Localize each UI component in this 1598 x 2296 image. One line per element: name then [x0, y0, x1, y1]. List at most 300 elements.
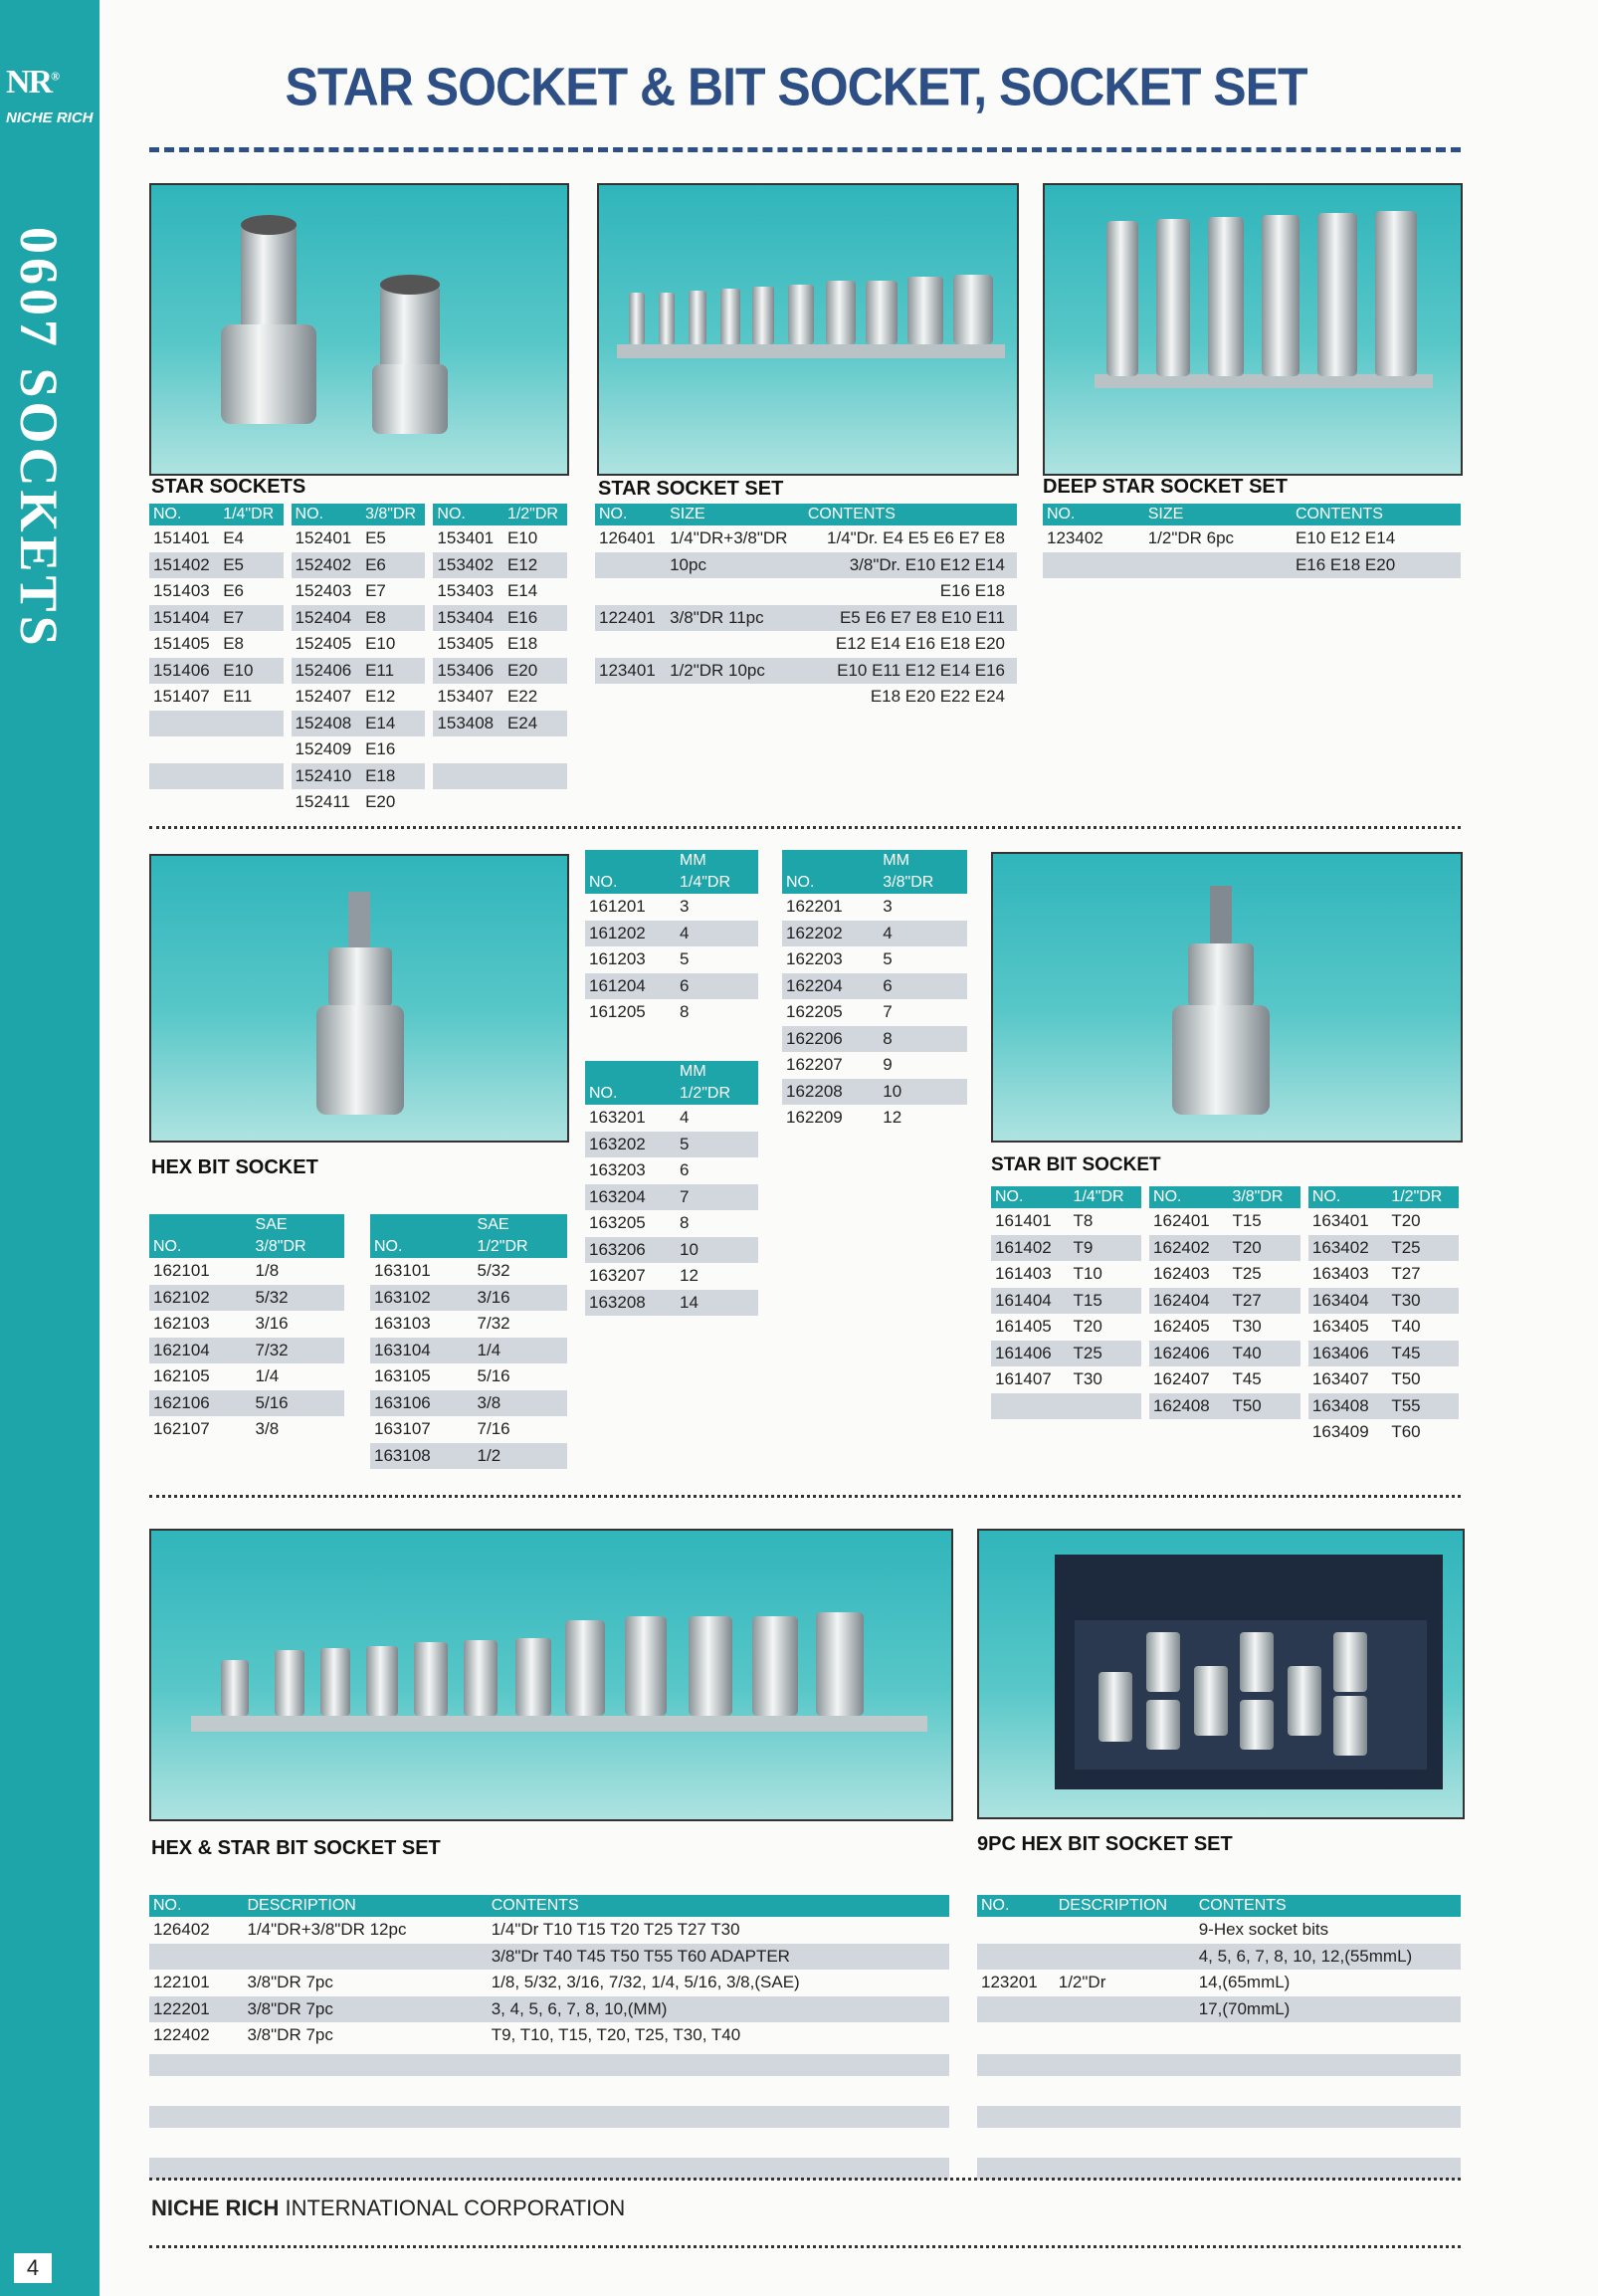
table-header: 1/4"DR: [1070, 1186, 1145, 1208]
table-cell: SAE: [252, 1214, 344, 1236]
table-cell: 5/32: [252, 1285, 344, 1312]
table-cell: 162103: [153, 1314, 210, 1334]
table-cell: 5: [680, 949, 690, 969]
star-socket-set-image: [599, 185, 1017, 474]
table-header-row: [149, 1236, 344, 1258]
table-header-row: [595, 504, 1017, 525]
table-cell: 151401: [153, 528, 210, 548]
table-cell: 162203: [786, 949, 843, 969]
table-row: [585, 1132, 758, 1158]
photo-9pc-hex-bit-set: [977, 1529, 1465, 1819]
table-cell: 8: [879, 1026, 967, 1053]
table-row: [149, 763, 567, 790]
table-row: [991, 1366, 1459, 1393]
table-cell: T25: [1232, 1264, 1262, 1284]
table-row: [782, 999, 967, 1026]
table-header-row: [991, 1186, 1459, 1208]
table-header: NO.: [149, 504, 219, 525]
table-unit-row: [585, 850, 758, 872]
table-row: [149, 1390, 344, 1417]
footer-divider-top: [149, 2178, 1461, 2181]
table-row: [149, 789, 567, 816]
table-cell: E18: [361, 763, 429, 790]
table-cell: T9, T10, T15, T20, T25, T30, T40: [491, 2025, 741, 2045]
table-cell: E12: [365, 687, 396, 707]
table-cell: T60: [1391, 1422, 1421, 1442]
table-header: NO.: [782, 872, 879, 894]
table-cell: 12: [883, 1108, 902, 1128]
table-header: NO.: [149, 1895, 244, 1917]
table-cell: [595, 631, 666, 658]
table-cell: 1/4: [255, 1366, 280, 1386]
table-cell: 3: [680, 897, 690, 917]
table-row: [782, 894, 967, 921]
table-row: [977, 1970, 1461, 1996]
table-cell: 153405: [429, 631, 503, 658]
table-row: [370, 1311, 567, 1338]
table-header-row: [585, 872, 758, 894]
table-row: [585, 946, 758, 973]
table-cell: 1/4"DR+3/8"DR: [670, 528, 788, 548]
table-cell: 162104: [149, 1338, 252, 1364]
table-cell: E24: [503, 711, 567, 737]
table-row: [370, 1390, 567, 1417]
table-row: [585, 894, 758, 921]
table-cell: 7: [676, 1184, 758, 1211]
table-header-row: [1043, 504, 1461, 525]
table-cell: [666, 684, 804, 711]
table-cell: 3/8"DR 7pc: [247, 1973, 333, 1992]
table-header: NO.: [991, 1186, 1070, 1208]
table-cell: 163103: [374, 1314, 431, 1334]
star-sockets-image: [151, 185, 567, 474]
table-row: [585, 973, 758, 1000]
table-cell: 161203: [589, 949, 646, 969]
table-row: [149, 605, 567, 632]
table-header: CONTENTS: [488, 1895, 949, 1917]
table-cell: 161406: [991, 1341, 1070, 1367]
table-cell: [585, 1061, 676, 1083]
table-header: CONTENTS: [804, 504, 1017, 525]
table-header: NO.: [585, 1083, 676, 1105]
table-cell: 163203: [589, 1160, 646, 1180]
table-unit-row: [149, 1214, 344, 1236]
table-cell: 122101: [153, 1973, 210, 1992]
table-row: [149, 1416, 344, 1443]
table-cell: E10: [506, 528, 538, 548]
table-cell: [149, 789, 219, 816]
table-cell: E11: [223, 687, 253, 707]
table-row: [1043, 552, 1461, 579]
table-cell: 163208: [585, 1290, 676, 1317]
table-cell: T10: [1073, 1264, 1102, 1284]
table-cell: 1/4"DR+3/8"DR 12pc: [247, 1920, 407, 1940]
table-cell: [1070, 1393, 1145, 1420]
table-header: 1/2"DR: [1387, 1186, 1459, 1208]
hex-sae-38-table: [149, 1214, 344, 1443]
table-row: [149, 525, 567, 552]
table-cell: [595, 578, 666, 605]
table-cell: 1/4"Dr T10 T15 T20 T25 T27 T30: [491, 1920, 740, 1940]
table-header: 3/8"DR: [252, 1236, 344, 1258]
table-cell: T15: [1070, 1288, 1145, 1315]
table-cell: MM: [879, 850, 967, 872]
table-row: [585, 1105, 758, 1132]
table-row: [782, 946, 967, 973]
table-cell: E5: [219, 552, 287, 579]
table-cell: 1/4"Dr. E4 E5 E6 E7 E8: [827, 528, 1005, 548]
table-row: [585, 1263, 758, 1290]
table-row: [991, 1419, 1459, 1446]
table-unit-row: [370, 1214, 567, 1236]
table-cell: T30: [1387, 1288, 1459, 1315]
section-divider-2: [149, 1495, 1461, 1498]
table-cell: 161201: [589, 897, 646, 917]
table-row: [149, 1311, 344, 1338]
table-cell: 123402: [1047, 528, 1103, 548]
photo-star-socket-set: [597, 183, 1019, 476]
table-cell: 163403: [1304, 1261, 1387, 1288]
table-cell: 3/8"Dr T40 T45 T50 T55 T60 ADAPTER: [488, 1944, 949, 1971]
table-header: NO.: [429, 504, 503, 525]
table-cell: [977, 1917, 1055, 1944]
table-header: NO.: [370, 1236, 474, 1258]
logo-name: NICHE RICH: [6, 109, 94, 126]
table-cell: 163102: [370, 1285, 474, 1312]
table-header: DESCRIPTION: [1055, 1895, 1195, 1917]
hex-mm-38-table: [782, 850, 967, 1132]
table-cell: 4: [879, 921, 967, 947]
table-header-row: [782, 872, 967, 894]
table-row: [595, 605, 1017, 632]
table-cell: [149, 763, 219, 790]
table-cell: 152402: [288, 552, 362, 579]
table-cell: E14: [506, 581, 538, 601]
table-row: [370, 1443, 567, 1470]
table-cell: 12: [680, 1266, 699, 1286]
star-socket-set-table: [595, 504, 1017, 711]
table-header: NO.: [977, 1895, 1055, 1917]
footer-company-rest: INTERNATIONAL CORPORATION: [279, 2195, 626, 2220]
table-cell: 163202: [585, 1132, 676, 1158]
table-cell: 163107: [374, 1419, 431, 1439]
section-divider-1: [149, 826, 1461, 829]
table-cell: 163201: [589, 1108, 646, 1128]
table-cell: 163108: [370, 1443, 474, 1470]
table-header: 1/2"DR: [676, 1083, 758, 1105]
table-cell: 163106: [370, 1390, 474, 1417]
table-cell: 153406: [429, 658, 503, 685]
filler-band: [977, 2158, 1461, 2180]
table-cell: [666, 631, 804, 658]
table-header-row: [977, 1895, 1461, 1917]
table-cell: 8: [680, 1213, 690, 1233]
footer-company: [151, 2195, 625, 2221]
table-cell: 14: [676, 1290, 758, 1317]
table-cell: 153401: [429, 525, 503, 552]
table-cell: [977, 1996, 1055, 2023]
table-cell: 162208: [782, 1079, 879, 1106]
table-cell: 163206: [585, 1237, 676, 1264]
table-cell: 162106: [149, 1390, 252, 1417]
table-cell: 152403: [288, 578, 362, 605]
table-cell: 126402: [153, 1920, 210, 1940]
table-cell: E4: [223, 528, 244, 548]
logo-mark: NR: [6, 64, 52, 101]
table-row: [782, 1079, 967, 1106]
table-row: [991, 1393, 1459, 1420]
table-cell: [149, 1214, 252, 1236]
table-cell: 163104: [370, 1338, 474, 1364]
table-cell: 8: [680, 1002, 690, 1022]
table-row: [370, 1285, 567, 1312]
table-row: [782, 921, 967, 947]
table-cell: 4, 5, 6, 7, 8, 10, 12,(55mmL): [1195, 1944, 1461, 1971]
table-header: 1/2"DR: [503, 504, 567, 525]
table-cell: 152408: [288, 711, 362, 737]
table-row: [149, 1917, 949, 1944]
table-cell: [429, 789, 503, 816]
footer-divider-bottom: [149, 2245, 1461, 2248]
table-header: CONTENTS: [1292, 504, 1461, 525]
table-cell: [219, 736, 287, 763]
hex-star-bit-set-table: [149, 1895, 949, 2049]
table-row: [585, 1237, 758, 1264]
table-row: [991, 1341, 1459, 1367]
table-row: [149, 1258, 344, 1285]
table-cell: E14: [361, 711, 429, 737]
hex-bit-socket-title: HEX BIT SOCKET: [151, 1156, 318, 1178]
table-row: [149, 631, 567, 658]
table-header: 3/8"DR: [361, 504, 429, 525]
table-cell: 6: [680, 1160, 690, 1180]
table-cell: 162202: [782, 921, 879, 947]
table-header: CONTENTS: [1195, 1895, 1461, 1917]
table-cell: T45: [1387, 1341, 1459, 1367]
table-cell: T9: [1070, 1235, 1145, 1262]
table-cell: 123201: [981, 1973, 1038, 1992]
table-cell: 1/2"DR 10pc: [666, 658, 804, 685]
table-cell: E6: [361, 552, 429, 579]
table-cell: 151404: [149, 605, 219, 632]
table-cell: 152404: [288, 605, 362, 632]
table-cell: 162205: [786, 1002, 843, 1022]
table-cell: E7: [365, 581, 386, 601]
table-cell: MM: [676, 1061, 758, 1083]
hex-star-bit-set-image: [151, 1531, 951, 1819]
table-cell: T20: [1228, 1235, 1303, 1262]
table-cell: 3/16: [255, 1314, 289, 1334]
table-cell: MM: [676, 850, 758, 872]
table-cell: [595, 552, 666, 579]
table-row: [595, 684, 1017, 711]
hex-sae-12-table: [370, 1214, 567, 1469]
star-bit-socket-image: [993, 854, 1461, 1141]
table-cell: T45: [1232, 1369, 1262, 1389]
table-row: [782, 1105, 967, 1132]
table-cell: 153403: [429, 578, 503, 605]
table-cell: 163407: [1304, 1366, 1387, 1393]
table-row: [585, 999, 758, 1026]
table-row: [977, 1996, 1461, 2023]
table-cell: [666, 578, 804, 605]
table-cell: 10: [676, 1237, 758, 1264]
table-header: DESCRIPTION: [244, 1895, 488, 1917]
table-cell: [219, 711, 287, 737]
table-cell: T55: [1387, 1393, 1459, 1420]
table-row: [595, 552, 1017, 579]
table-cell: T27: [1228, 1288, 1303, 1315]
table-row: [149, 578, 567, 605]
hex-bit-socket-image: [151, 856, 567, 1141]
hex-mm-12-table: [585, 1061, 758, 1316]
table-row: [595, 658, 1017, 685]
table-header: SIZE: [666, 504, 804, 525]
table-cell: 163402: [1304, 1235, 1387, 1262]
star-sockets-title: STAR SOCKETS: [151, 476, 306, 498]
photo-star-sockets: [149, 183, 569, 476]
table-cell: 152411: [288, 789, 362, 816]
table-cell: 153408: [429, 711, 503, 737]
table-cell: 153402: [429, 552, 503, 579]
table-cell: E10 E12 E14: [1295, 528, 1396, 548]
table-cell: 163204: [585, 1184, 676, 1211]
table-cell: [1145, 1419, 1228, 1446]
deep-star-socket-set-table: [1043, 504, 1461, 578]
star-bit-socket-table: [991, 1186, 1459, 1446]
table-header: 3/8"DR: [879, 872, 967, 894]
table-row: [782, 1026, 967, 1053]
table-cell: 9: [883, 1055, 893, 1075]
table-cell: T30: [1232, 1317, 1262, 1337]
table-cell: [149, 736, 219, 763]
table-cell: [991, 1393, 1070, 1420]
table-cell: 163101: [374, 1261, 431, 1281]
table-header: NO.: [585, 872, 676, 894]
table-header: NO.: [1145, 1186, 1228, 1208]
table-row: [991, 1261, 1459, 1288]
table-cell: 6: [676, 973, 758, 1000]
table-row: [149, 552, 567, 579]
table-cell: 4: [680, 1108, 690, 1128]
table-cell: 4: [676, 921, 758, 947]
table-cell: [429, 736, 503, 763]
table-cell: 163406: [1304, 1341, 1387, 1367]
table-cell: 161401: [995, 1211, 1052, 1231]
table-cell: 3/8: [474, 1390, 567, 1417]
table-cell: E10 E11 E12 E14 E16: [804, 658, 1017, 685]
table-cell: 151402: [149, 552, 219, 579]
table-cell: 151406: [149, 658, 219, 685]
filler-band: [977, 2054, 1461, 2076]
table-cell: 162407: [1145, 1366, 1228, 1393]
table-cell: 161205: [589, 1002, 646, 1022]
table-cell: 3/8: [255, 1419, 280, 1439]
table-row: [149, 1285, 344, 1312]
table-cell: T20: [1073, 1317, 1102, 1337]
table-cell: T27: [1391, 1264, 1421, 1284]
table-cell: 7/32: [477, 1314, 510, 1334]
table-cell: E8: [361, 605, 429, 632]
table-cell: 7/32: [252, 1338, 344, 1364]
table-cell: 162405: [1145, 1314, 1228, 1341]
table-cell: 162201: [786, 897, 843, 917]
table-cell: 162101: [153, 1261, 210, 1281]
table-cell: T15: [1232, 1211, 1262, 1231]
table-cell: [219, 763, 287, 790]
table-row: [782, 1052, 967, 1079]
filler-band: [149, 2158, 949, 2180]
table-cell: 152405: [288, 631, 362, 658]
table-cell: 14,(65mmL): [1198, 1973, 1291, 1992]
table-cell: 3/8"DR 7pc: [247, 2025, 333, 2045]
table-row: [585, 921, 758, 947]
deep-star-socket-set-image: [1045, 185, 1461, 474]
table-cell: [1055, 1917, 1195, 1944]
star-socket-set-title: STAR SOCKET SET: [598, 478, 784, 500]
table-cell: 151403: [153, 581, 210, 601]
table-cell: 163401: [1304, 1208, 1387, 1235]
table-cell: E11: [361, 658, 429, 685]
table-row: [585, 1210, 758, 1237]
table-row: [149, 1944, 949, 1971]
table-cell: [782, 850, 879, 872]
table-row: [149, 2022, 949, 2049]
table-cell: E16 E18 E20: [1292, 552, 1461, 579]
table-cell: 17,(70mmL): [1195, 1996, 1461, 2023]
table-row: [595, 631, 1017, 658]
table-cell: [503, 736, 567, 763]
table-cell: 163405: [1304, 1314, 1387, 1341]
table-header: 1/4"DR: [219, 504, 287, 525]
table-header: NO.: [149, 1236, 252, 1258]
table-cell: 163404: [1304, 1288, 1387, 1315]
table-cell: T50: [1391, 1369, 1421, 1389]
section-label: 0607 SOCKETS: [9, 227, 69, 650]
table-header: NO.: [595, 504, 666, 525]
table-cell: 152407: [288, 684, 362, 711]
9pc-hex-bit-set-image: [979, 1531, 1463, 1817]
table-cell: E8: [223, 634, 244, 654]
table-row: [149, 1363, 344, 1390]
table-cell: 153407: [429, 684, 503, 711]
table-cell: [977, 1944, 1055, 1971]
table-cell: E6: [223, 581, 244, 601]
table-cell: 162401: [1145, 1208, 1228, 1235]
table-cell: [429, 763, 503, 790]
table-cell: [1144, 552, 1292, 579]
table-row: [149, 1996, 949, 2023]
table-header: SIZE: [1144, 504, 1292, 525]
table-cell: 3/8"DR 11pc: [666, 605, 804, 632]
table-cell: 162404: [1145, 1288, 1228, 1315]
table-cell: [595, 684, 666, 711]
table-cell: 5/16: [477, 1366, 510, 1386]
table-cell: 1/8: [255, 1261, 280, 1281]
table-cell: 163409: [1304, 1419, 1387, 1446]
hex-mm-14-table: [585, 850, 758, 1026]
table-cell: E7: [219, 605, 287, 632]
table-cell: [244, 1944, 488, 1971]
table-cell: E18 E20 E22 E24: [870, 687, 1005, 707]
table-cell: E20: [365, 792, 396, 812]
table-header-row: [149, 504, 567, 525]
photo-star-bit-socket: [991, 852, 1463, 1143]
table-row: [1043, 525, 1461, 552]
table-header: 1/4"DR: [676, 872, 758, 894]
table-cell: 126401: [599, 528, 656, 548]
table-cell: 122401: [595, 605, 666, 632]
